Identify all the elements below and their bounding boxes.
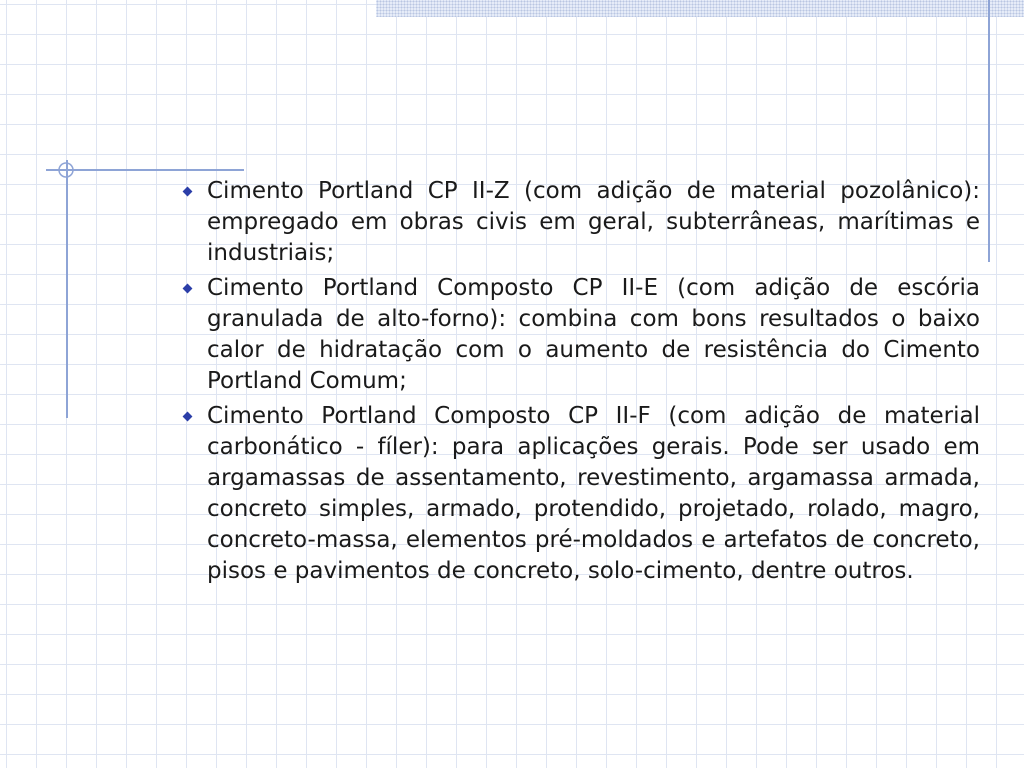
diamond-bullet-icon (183, 412, 193, 422)
left-vertical-rule (66, 160, 68, 418)
bullet-text: Cimento Portland CP II-Z (com adição de material pozolânico): empregado em obras civis em geral, subterrâneas, marítimas e industriais; (207, 178, 980, 266)
bullet-text: Cimento Portland Composto CP II-F (com adição de material carbonático - fíler): para aplicações gerais. Pode ser usado em argamassas de assentamento, revestimento, argamassa armada, concreto simples, armado, protendido, projetado, rolado, magro, concreto-massa, elementos pré-moldados e artefatos de concreto, pisos e pavimentos de concreto, solo-cimento, dentre outros. (207, 403, 980, 584)
bullet-item-cp-ii-e (180, 273, 980, 397)
bullet-item-cp-ii-f (180, 401, 980, 587)
right-vertical-rule (988, 0, 990, 262)
bullet-text: Cimento Portland Composto CP II-E (com adição de escória granulada de alto-forno): combina com bons resultados o baixo calor de hidratação com o aumento de resistência do Cimento Portland Comum; (207, 275, 980, 394)
top-decorative-band (376, 0, 1024, 17)
diamond-bullet-icon (183, 187, 193, 197)
bullet-list (180, 176, 980, 587)
slide-content (180, 176, 980, 591)
diamond-bullet-icon (183, 284, 193, 294)
crosshair-icon (56, 160, 76, 180)
bullet-item-cp-ii-z (180, 176, 980, 269)
